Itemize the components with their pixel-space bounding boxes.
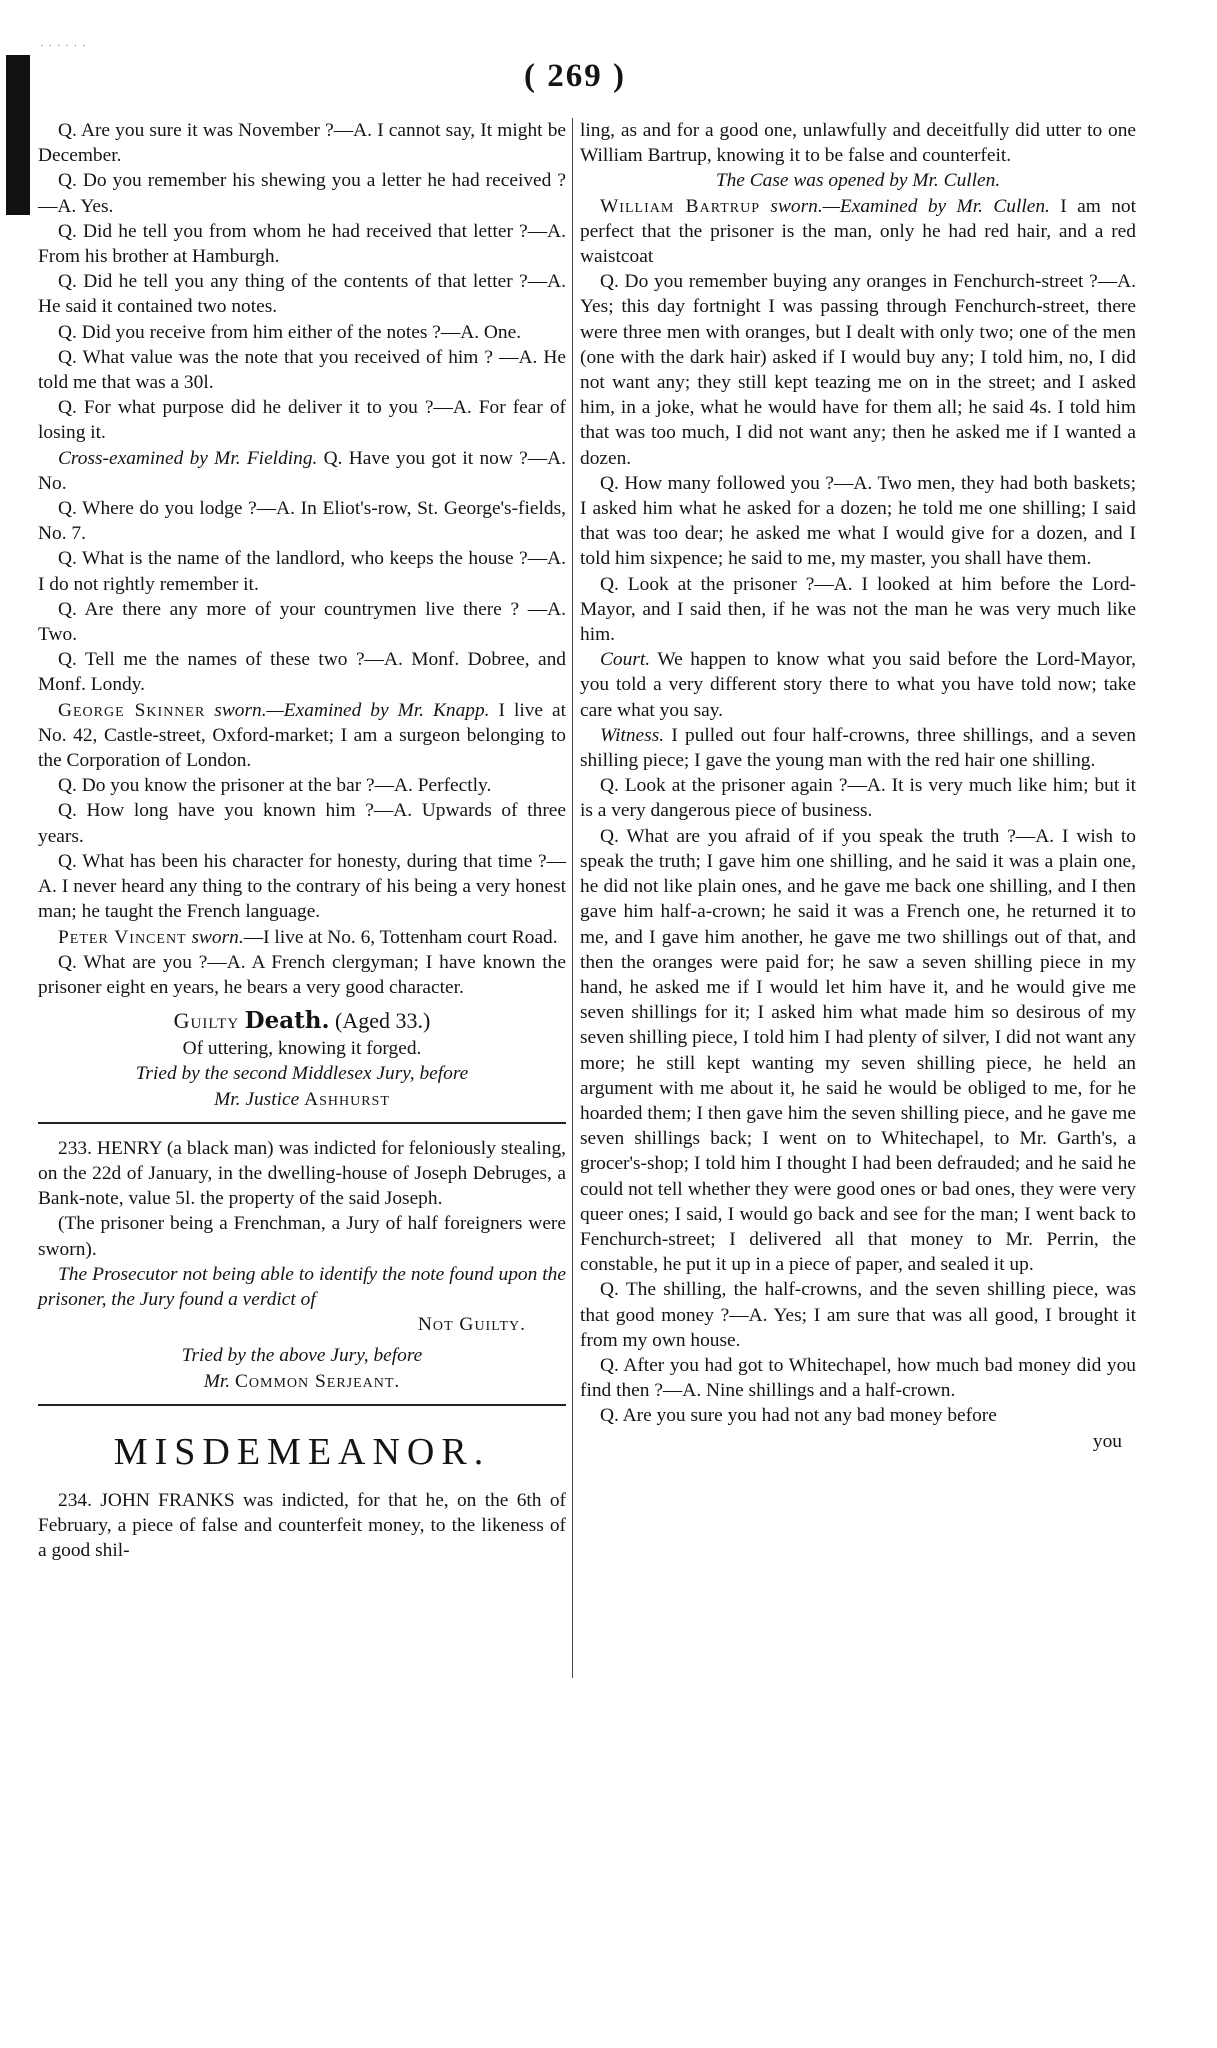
- case-233-text: 233. HENRY (a black man) was indicted for feloniously stealing, on the 22d of January, in the dwelling-house of Joseph Debruges, a Bank-note, value 5l. the property of the said Joseph.: [38, 1137, 566, 1210]
- cross-exam-text: Q. Have you got it now ?—A. No.: [38, 447, 566, 494]
- qa-paragraph: Q. The shilling, the half-crowns, and the seven shilling piece, was that good money ?—A. Yes; I am sure that was all good, I brought it from my own house.: [580, 1279, 1136, 1351]
- catchword: you: [1092, 1430, 1122, 1452]
- witness-name: Peter Vincent: [58, 926, 187, 948]
- court-paragraph: [580, 647, 1136, 723]
- column-divider: [572, 118, 573, 1678]
- page-number: ( 269 ): [524, 58, 626, 94]
- judge-name: Ashhurst: [304, 1088, 390, 1110]
- judge-name: Common Serjeant.: [234, 1370, 401, 1392]
- witness-text: —I live at No. 6, Tottenham court Road.: [243, 926, 558, 948]
- qa-paragraph: Q. How long have you known him ?—A. Upwards of three years.: [38, 800, 566, 847]
- judge-title: Mr. Justice: [214, 1088, 300, 1110]
- witness-text: I live at No. 42, Castle-street, Oxford-market; I am a surgeon belonging to the Corporation of London.: [38, 699, 566, 772]
- judge-line: [38, 1087, 566, 1112]
- qa-paragraph: Q. Did he tell you any thing of the contents of that letter ?—A. He said it contained two notes.: [38, 271, 566, 318]
- qa-paragraph: Q. Look at the prisoner ?—A. I looked at him before the Lord-Mayor, and I said then, if he was not the man he was very much like him.: [580, 573, 1136, 646]
- qa-paragraph: Q. How many followed you ?—A. Two men, they had both baskets; I asked him what he asked for a dozen; he told me one shilling; I said that was too dear; he asked me what I would give for a dozen, and I told him sixpence; he said to me, my master, you shall have them.: [580, 472, 1136, 570]
- verdict-line: [38, 1006, 566, 1036]
- verdict-age: (Aged 33.): [335, 1008, 431, 1034]
- scan-edge-bar: [6, 55, 30, 215]
- case-opened: The Case was opened by Mr. Cullen.: [715, 170, 1001, 192]
- qa-paragraph: Q. Where do you lodge ?—A. In Eliot's-row, St. George's-fields, No. 7.: [38, 498, 566, 545]
- section-rule: [38, 1404, 566, 1406]
- witness-text: I am not perfect that the prisoner is the man, only he had red hair, and a red waistcoat: [580, 195, 1136, 268]
- witness-sworn: sworn.—Examined by Mr. Cullen.: [760, 195, 1050, 217]
- section-heading: MISDEMEANOR.: [113, 1430, 491, 1473]
- qa-paragraph: Q. What are you afraid of if you speak the truth ?—A. I wish to speak the truth; I gave him one shilling, and he said it was a plain one, he did not like plain ones, and he gave me back one shilling, and I then gave him half-a-crown; he said it was a French one, he returned it to me, and I gave him another, he gave me two shillings out of that, and then the oranges were paid for; he saw a seven shilling piece in my hand, he asked me if I would let him have it, and he would give me seven shillings for it; I asked him what made him so desirous of my seven shilling piece, I told him I had plenty of silver, I did not want any more; he still kept wanting my seven shilling piece, he held an argument with me about it, he said he would be obliged to me, for he hoarded them; I then gave him the seven shilling piece, and he gave me seven shillings back; I went on to Whitechapel, to Mr. Garth's, a grocer's-shop; I told him I thought I had been defrauded; and he said he could not tell whether they were good ones or bad ones, they were very queer ones; I said, I would go back and see for the man; I went back to Fenchurch-street; I delivered all that money to Mr. Perrin, the constable, he put it up in a piece of paper, and sealed it up.: [580, 825, 1136, 1276]
- continued-paragraph: ling, as and for a good one, unlawfully and deceitfully did utter to one William Bartrup, knowing it to be false and counterfeit.: [580, 120, 1136, 167]
- witness-label: Witness.: [600, 724, 665, 746]
- case-233-verdict: Not Guilty.: [417, 1314, 526, 1336]
- section-rule: [38, 1122, 566, 1124]
- witness-sworn: sworn.: [186, 926, 244, 948]
- witness-name: George Skinner: [58, 699, 206, 721]
- case-233-judge: [38, 1369, 566, 1394]
- witness-speech-paragraph: [580, 723, 1136, 773]
- witness-paragraph: [38, 925, 566, 950]
- left-column: [38, 118, 566, 1563]
- qa-paragraph: Q. What is the name of the landlord, who keeps the house ?—A. I do not rightly remember it.: [38, 548, 566, 595]
- qa-paragraph: Q. Are you sure you had not any bad money before: [600, 1405, 997, 1427]
- case-233-note: The Prosecutor not being able to identify the note found upon the prisoner, the Jury found a verdict of: [38, 1263, 566, 1310]
- case-233-jury: (The prisoner being a Frenchman, a Jury of half foreigners were sworn).: [38, 1213, 566, 1260]
- qa-paragraph: Q. What has been his character for honesty, during that time ?—A. I never heard any thing to the contrary of his being a very honest man; he taught the French language.: [38, 850, 566, 923]
- case-233-tried: Tried by the above Jury, before: [181, 1345, 423, 1367]
- qa-paragraph: Q. Did you receive from him either of the notes ?—A. One.: [58, 321, 522, 343]
- qa-paragraph: Q. For what purpose did he deliver it to you ?—A. For fear of losing it.: [38, 397, 566, 444]
- tried-before: Tried by the second Middlesex Jury, before: [135, 1063, 469, 1085]
- qa-paragraph: Q. Are there any more of your countrymen live there ? —A. Two.: [38, 598, 566, 646]
- scan-speck: · · · · · ·: [40, 40, 87, 52]
- witness-paragraph: [38, 698, 566, 774]
- qa-paragraph: Q. Are you sure it was November ?—A. I cannot say, It might be December.: [38, 120, 566, 167]
- qa-paragraph: Q. What value was the note that you received of him ? —A. He told me that was a 30l.: [38, 346, 566, 394]
- court-text: We happen to know what you said before the Lord-Mayor, you told a very different story there to what you have told now; take care what you say.: [580, 649, 1136, 721]
- verdict-offence: Of uttering, knowing it forged.: [182, 1038, 422, 1060]
- qa-paragraph: Q. Look at the prisoner again ?—A. It is very much like him; but it is a very dangerous piece of business.: [580, 775, 1136, 822]
- qa-paragraph: Q. Tell me the names of these two ?—A. Monf. Dobree, and Monf. Londy.: [38, 649, 566, 696]
- cross-examination-paragraph: [38, 446, 566, 496]
- qa-paragraph: Q. Do you remember buying any oranges in Fenchurch-street ?—A. Yes; this day fortnight I was passing through Fenchurch-street, there were three men with oranges, but I dealt with only two; one of the men (one with the dark hair) asked if I would buy any; I told him, no, I did not want any; they still kept teazing me on in the street; and I asked him, in a joke, what he would have for them all; he said 4s. I told him that was too much, I did not want any; then he asked me if I wanted a dozen.: [580, 271, 1136, 469]
- witness-sworn: sworn.—Examined by Mr. Knapp.: [205, 699, 490, 721]
- qa-paragraph: Q. After you had got to Whitechapel, how much bad money did you find then ?—A. Nine shillings and a half-crown.: [580, 1354, 1136, 1402]
- witness-paragraph: [580, 194, 1136, 270]
- witness-name: William Bartrup: [600, 195, 761, 217]
- qa-paragraph: Q. Do you remember his shewing you a letter he had received ?—A. Yes.: [38, 170, 566, 217]
- right-column: [580, 118, 1136, 1454]
- qa-paragraph: Q. Did he tell you from whom he had received that letter ?—A. From his brother at Hamburgh.: [38, 220, 566, 268]
- qa-paragraph: Q. Do you know the prisoner at the bar ?—A. Perfectly.: [58, 775, 492, 797]
- verdict-guilty: Guilty: [173, 1008, 240, 1034]
- verdict-death: Death.: [244, 1007, 330, 1035]
- court-label: Court.: [600, 649, 651, 671]
- cross-exam-label: Cross-examined by Mr. Fielding.: [58, 447, 318, 469]
- case-234-text: 234. JOHN FRANKS was indicted, for that he, on the 6th of February, a piece of false and counterfeit money, to the likeness of a good shil-: [38, 1489, 566, 1562]
- judge-title: Mr.: [203, 1370, 231, 1392]
- witness-speech: I pulled out four half-crowns, three shillings, and a seven shilling piece; I gave the young man with the red hair one shilling.: [580, 724, 1136, 772]
- qa-paragraph: Q. What are you ?—A. A French clergyman; I have known the prisoner eight en years, he bears a very good character.: [38, 951, 566, 998]
